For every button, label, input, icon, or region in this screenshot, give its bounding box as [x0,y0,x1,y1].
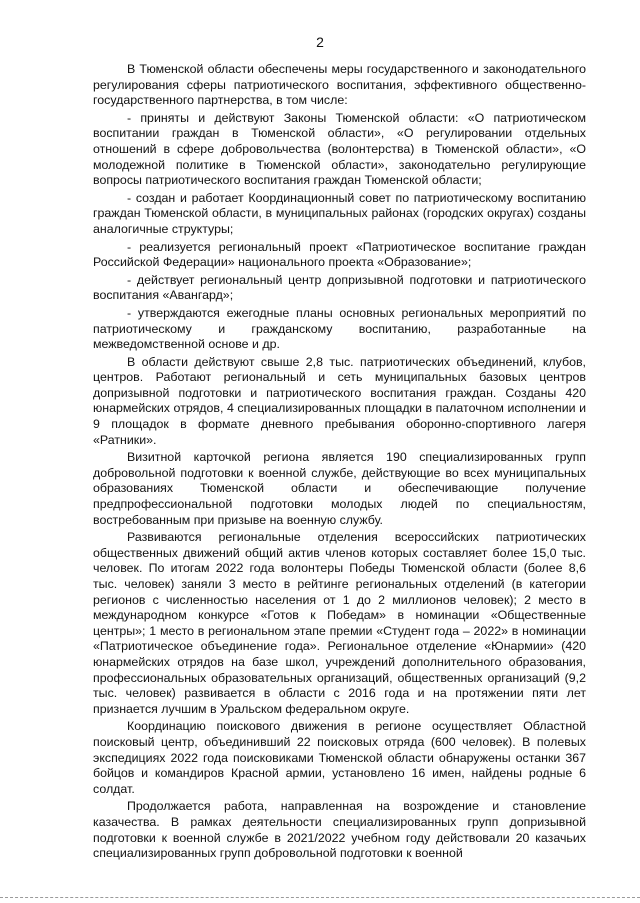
paragraph-intro: В Тюменской области обеспечены меры государственного и законодательного регулирования сферы патриотического воспитания, эффективного общественно-государственного партнерства, в том числе: [93,62,586,108]
page-number: 2 [316,34,324,50]
paragraph-center: - действует региональный центр допризывной подготовки и патриотического воспитания «Авангард»; [93,272,586,303]
paragraph-plans: - утверждаются ежегодные планы основных региональных мероприятий по патриотическому и гражданскому воспитанию, разработанные на межведомственной основе и др. [93,305,586,352]
paragraph-laws: - приняты и действуют Законы Тюменской области: «О патриотическом воспитании граждан в Тюменской области», «О регулировании отдельных отношений в сфере добровольчества (волонтерства) в Тюменской области», «О молодежной политике в Тюменской области», законодательно регулирующие вопросы патриотического воспитания граждан Тюменской области; [93,110,586,188]
page-bottom-divider [0,897,640,898]
paragraph-council: - создан и работает Координационный совет по патриотическому воспитанию граждан Тюменской области, в муниципальных районах (городских округах) созданы аналогичные структуры; [93,190,586,236]
paragraph-movements: Развиваются региональные отделения всероссийских патриотических общественных движений общий актив членов которых составляет более 15,0 тыс. человек. По итогам 2022 года волонтеры Победы Тюменской области (более 8,6 тыс. человек) заняли 3 место в рейтинге региональных отделений (в категории регионов с численностью населения от 1 до 2 миллионов человек); 2 место в международном конкурсе «Готов к Победам» в номинации «Общественные центры»; 1 место в региональном этапе премии «Студент года – 2022» в номинации «Патриотическое объединение года». Региональное отделение «Юнармии» (420 юнармейских отрядов на базе школ, учреждений дополнительного образования, профессиональных образовательных организаций, общественных организаций (9,2 тыс. человек) развивается в области с 2016 года и на протяжении пяти лет признается лучшим в Уральском федеральном округе. [93,530,586,716]
paragraph-project: - реализуется региональный проект «Патриотическое воспитание граждан Российской Федерации» национального проекта «Образование»; [93,239,586,270]
paragraph-cossacks: Продолжается работа, направленная на возрождение и становление казачества. В рамках деятельности специализированных групп допризывной подготовки к военной службе в 2021/2022 учебном году действовали 20 казачьих специализированных групп добровольной подготовки к военной [93,799,586,861]
paragraph-groups: Визитной карточкой региона является 190 специализированных групп добровольной подготовки к военной службе, действующие во всех муниципальных образованиях Тюменской области и обеспечивающие получение предпрофессиональной подготовки молодых людей по специальностям, востребованным при призыве на военную службу. [93,450,586,527]
document-body [93,62,586,864]
paragraph-search: Координацию поискового движения в регионе осуществляет Областной поисковый центр, объединивший 22 поисковых отряда (600 человек). В полевых экспедициях 2022 года поисковиками Тюменской области обнаружены останки 367 бойцов и командиров Красной армии, установлено 16 имен, найдены родные 6 солдат. [93,719,586,796]
paragraph-associations: В области действуют свыше 2,8 тыс. патриотических объединений, клубов, центров. Работают региональный и сеть муниципальных базовых центров допризывной подготовки и патриотического воспитания граждан. Созданы 420 юнармейских отрядов, 4 специализированных площадки в палаточном исполнении и 9 площадок в формате дневного пребывания оборонно-спортивного лагеря «Ратники». [93,354,586,447]
